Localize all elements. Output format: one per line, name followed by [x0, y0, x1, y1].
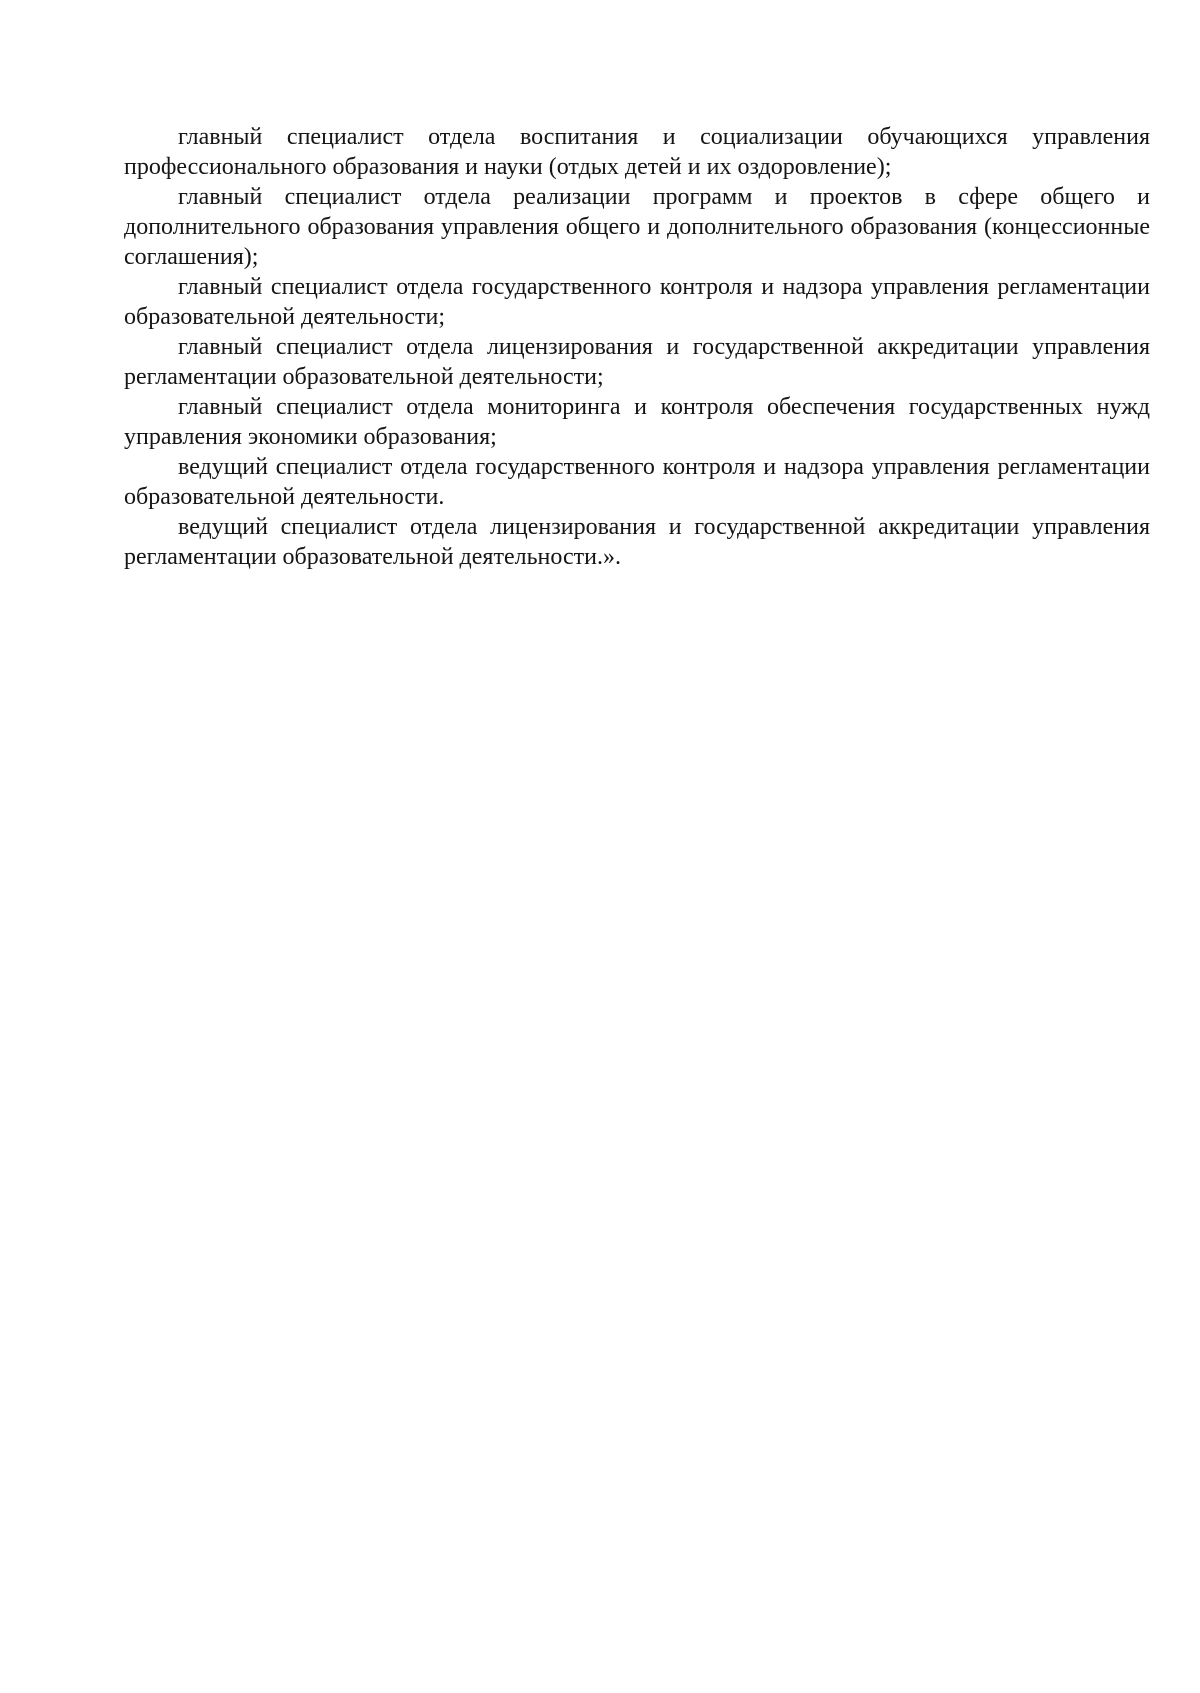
paragraph-3: главный специалист отдела государственного контроля и надзора управления регламентации образовательной деятельности; — [124, 274, 1150, 330]
paragraph-6: ведущий специалист отдела государственного контроля и надзора управления регламентации образовательной деятельности. — [124, 454, 1150, 510]
paragraph-2: главный специалист отдела реализации программ и проектов в сфере общего и дополнительного образования управления общего и дополнительного образования (концессионные соглашения); — [124, 184, 1150, 270]
paragraph-7: ведущий специалист отдела лицензирования и государственной аккредитации управления регламентации образовательной деятельности.». — [124, 514, 1150, 570]
document-body — [124, 122, 1150, 572]
paragraph-1: главный специалист отдела воспитания и социализации обучающихся управления профессионального образования и науки (отдых детей и их оздоровление); — [124, 124, 1150, 180]
paragraph-5: главный специалист отдела мониторинга и контроля обеспечения государственных нужд управления экономики образования; — [124, 394, 1150, 450]
paragraph-4: главный специалист отдела лицензирования и государственной аккредитации управления регламентации образовательной деятельности; — [124, 334, 1150, 390]
